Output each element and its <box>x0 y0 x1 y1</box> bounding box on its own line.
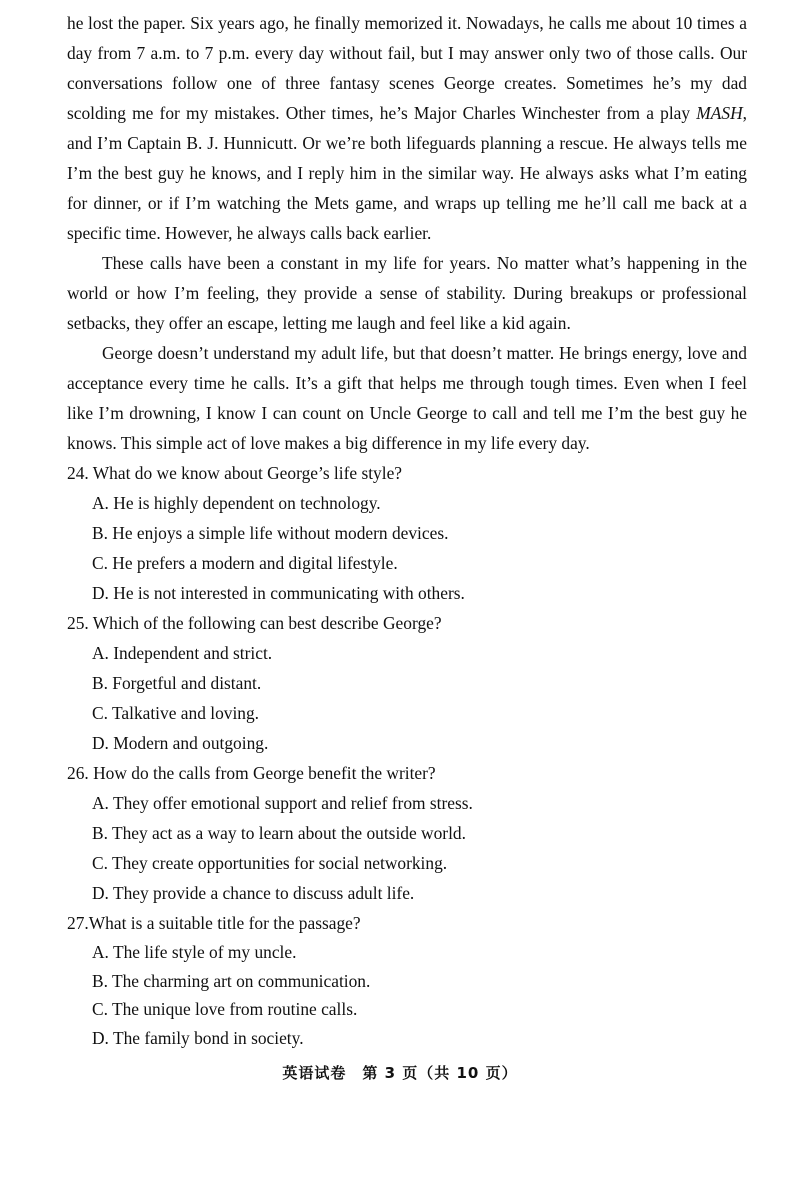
option-c: C. Talkative and loving. <box>92 703 260 723</box>
question-stem: 26. How do the calls from George benefit the writer? <box>67 763 436 783</box>
option-d: D. Modern and outgoing. <box>92 733 269 753</box>
question-stem: 27.What is a suitable title for the passage? <box>67 913 361 933</box>
option-a: A. The life style of my uncle. <box>92 942 297 962</box>
option-d: D. He is not interested in communicating with others. <box>92 583 465 603</box>
option-b: B. Forgetful and distant. <box>92 673 262 693</box>
paragraph-1-text-end: , and I’m Captain B. J. Hunnicutt. Or we’re both lifeguards planning a rescue. He always tells me I’m the best guy he knows, and I reply him in the similar way. He always asks what I’m eating for dinner, or if I’m watching the Mets game, and wraps up telling me he’ll call me back at a specific time. However, he always calls back earlier. <box>67 103 747 243</box>
page-footer: 英语试卷 第 3 页（共 10 页） <box>282 1064 518 1082</box>
question-24 <box>67 458 747 608</box>
option-c: C. They create opportunities for social networking. <box>92 853 448 873</box>
option-c: C. He prefers a modern and digital lifestyle. <box>92 553 398 573</box>
passage-paragraph-2: These calls have been a constant in my life for years. No matter what’s happening in the world or how I’m feeling, they provide a sense of stability. During breakups or professional setbacks, they offer an escape, letting me laugh and feel like a kid again. <box>67 253 747 333</box>
play-title: MASH <box>696 103 743 123</box>
question-25 <box>67 608 747 758</box>
option-c: C. The unique love from routine calls. <box>92 999 358 1019</box>
question-26 <box>67 758 747 908</box>
question-stem: 25. Which of the following can best describe George? <box>67 613 442 633</box>
option-d: D. The family bond in society. <box>92 1027 304 1048</box>
passage-paragraph-3: George doesn’t understand my adult life, but that doesn’t matter. He brings energy, love and acceptance every time he calls. It’s a gift that helps me through tough times. Even when I feel like I’m drowning, I know I can count on Uncle George to call and tell me I’m the best guy he knows. This simple act of love makes a big difference in my life every day. <box>67 343 747 453</box>
option-b: B. The charming art on communication. <box>92 970 371 991</box>
option-a: A. Independent and strict. <box>92 643 273 663</box>
passage-paragraph-1 <box>67 8 747 248</box>
exam-page <box>67 8 747 1052</box>
paragraph-1-text: he lost the paper. Six years ago, he finally memorized it. Nowadays, he calls me about 10 times a day from 7 a.m. to 7 p.m. every day without fail, but I may answer only two of those calls. Our conversations follow one of three fantasy scenes George creates. Sometimes he’s my dad scolding me for my mistakes. Other times, he’s Major Charles Winchester from a play <box>67 13 747 123</box>
question-27 <box>67 908 747 1052</box>
option-b: B. They act as a way to learn about the outside world. <box>92 823 466 843</box>
option-d: D. They provide a chance to discuss adult life. <box>92 883 415 903</box>
option-a: A. He is highly dependent on technology. <box>92 493 381 513</box>
option-a: A. They offer emotional support and relief from stress. <box>92 793 473 813</box>
option-b: B. He enjoys a simple life without modern devices. <box>92 523 449 543</box>
question-stem: 24. What do we know about George’s life style? <box>67 463 403 483</box>
